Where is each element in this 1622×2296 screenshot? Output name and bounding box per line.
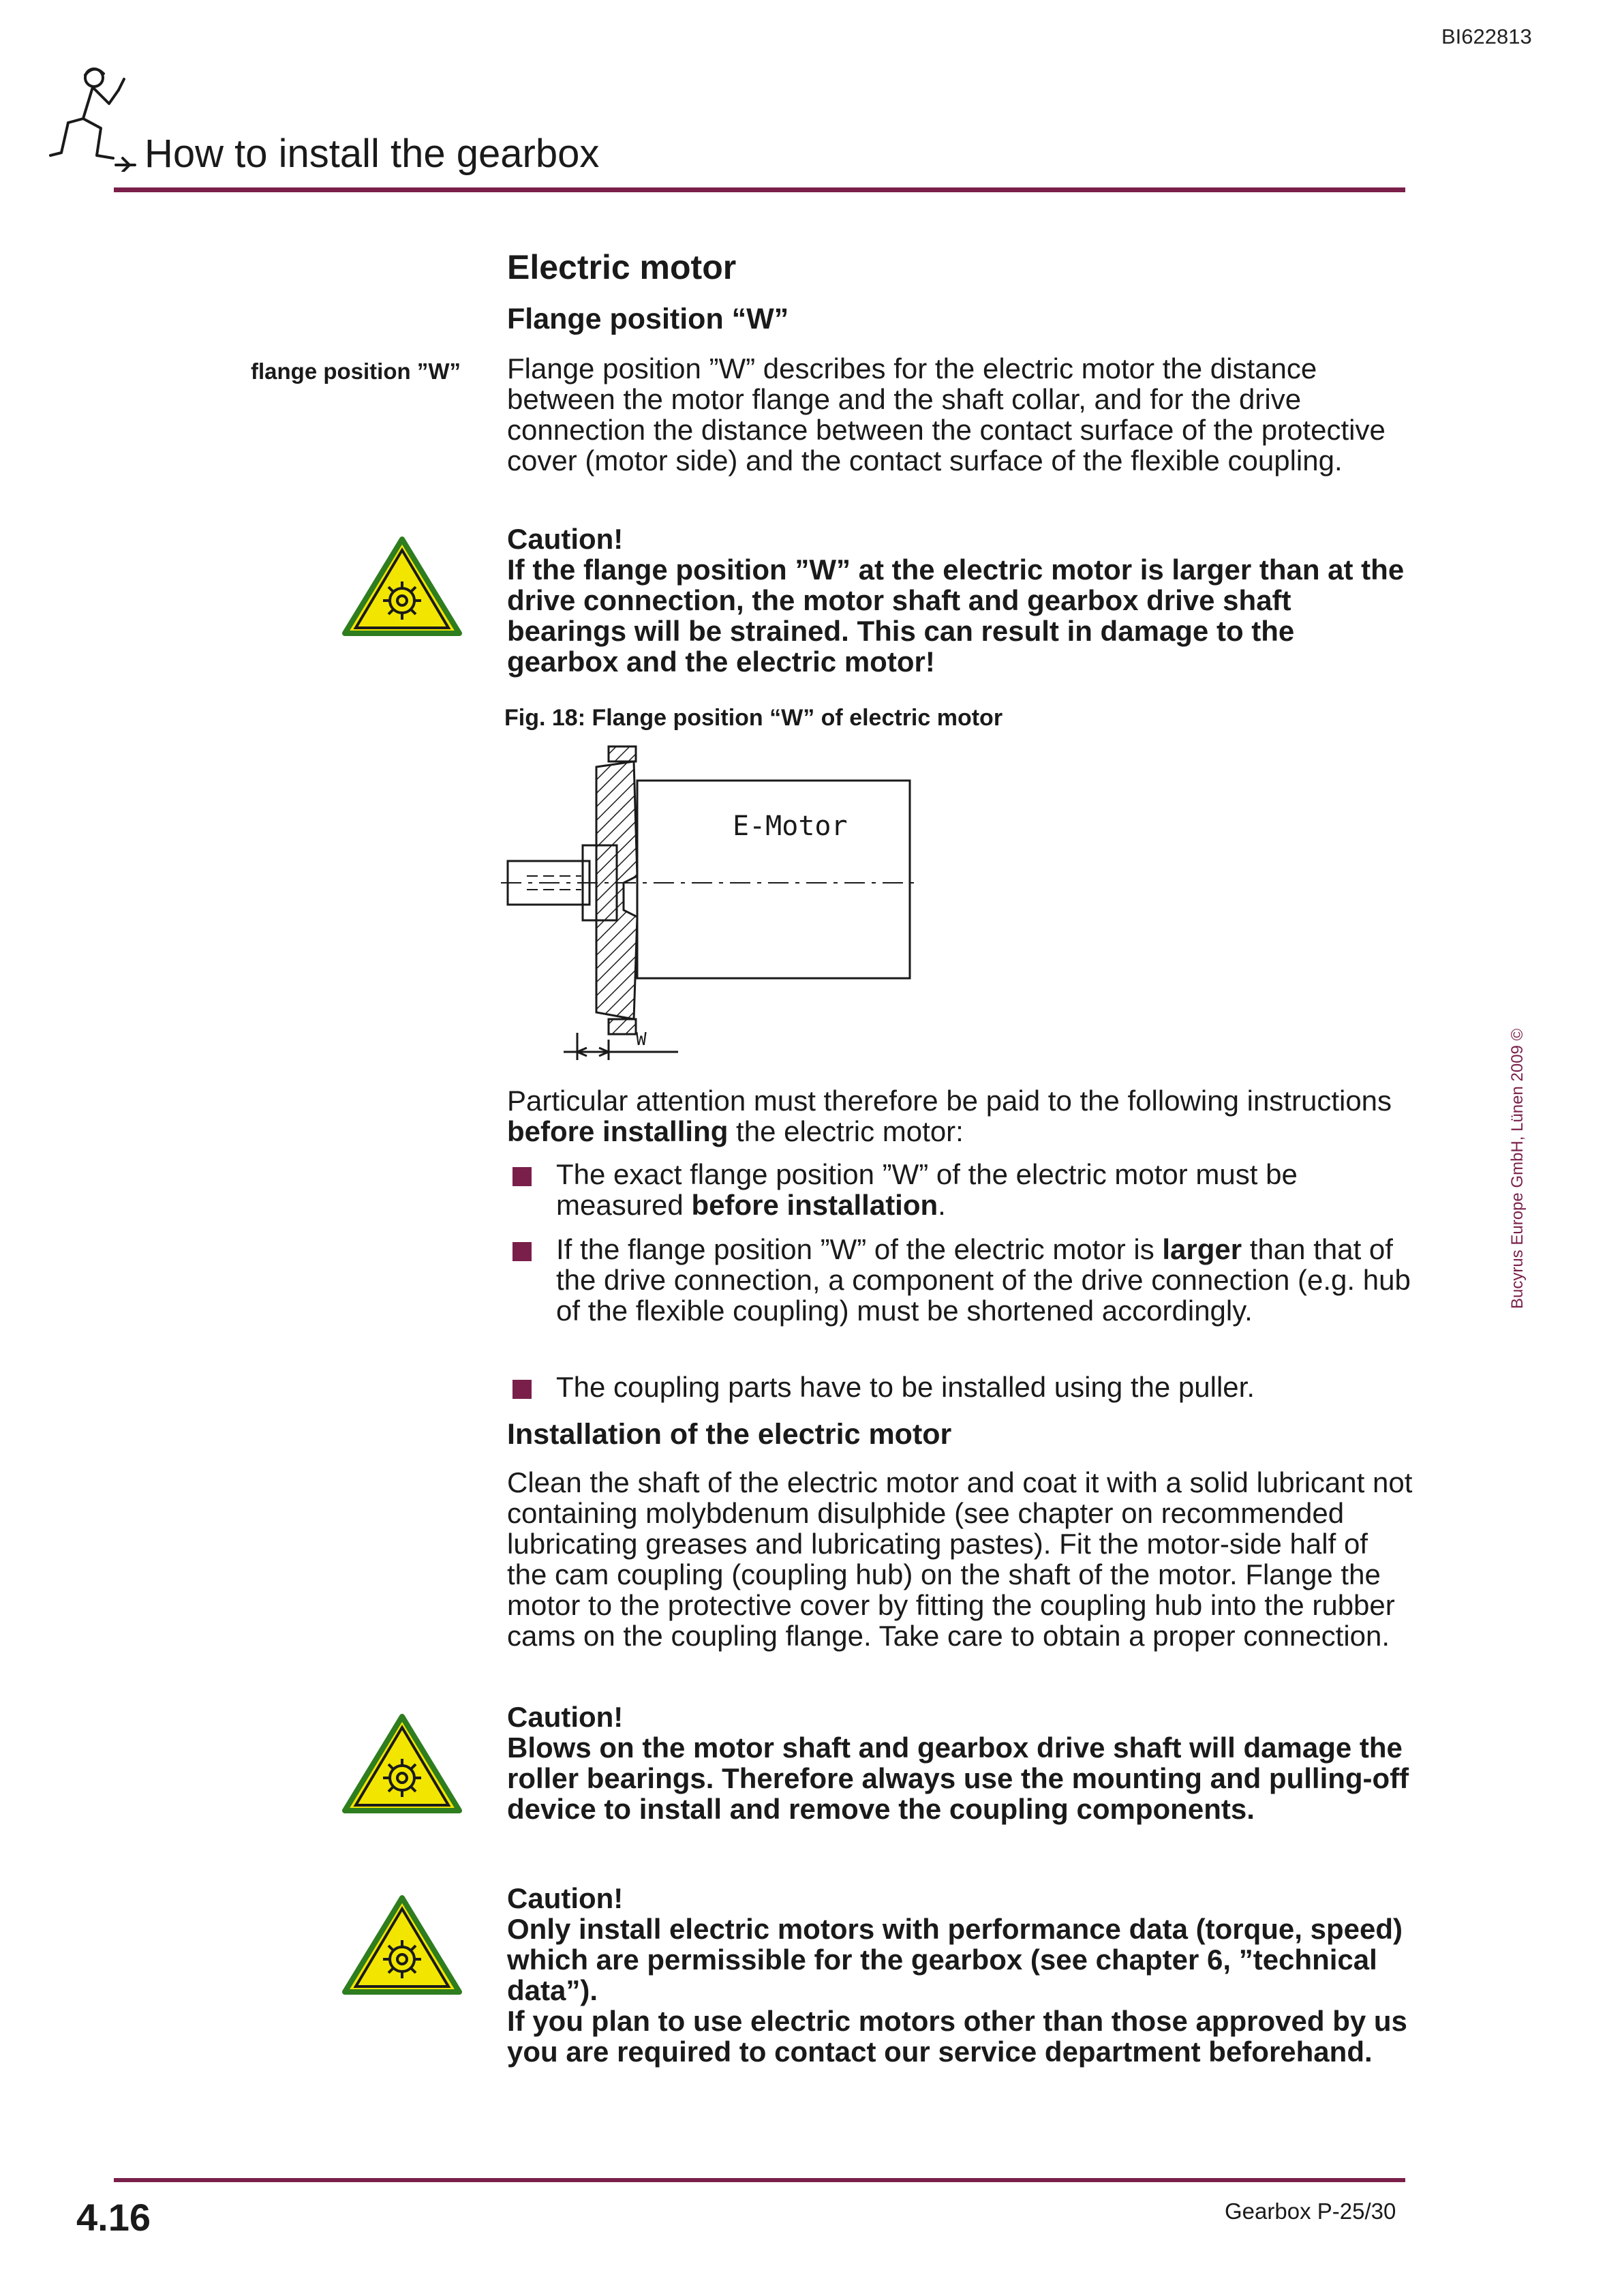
- caution-3-text-1: Only install electric motors with performance data (torque, speed) which are permissible for the gearbox (see chapter 6, ”technical data”).: [507, 1913, 1403, 2006]
- caution-3-text-2: If you plan to use electric motors other than those approved by us you are required to contact our service department beforehand.: [507, 2005, 1407, 2068]
- bullet-marker: [512, 1242, 532, 1261]
- caution-1-text: If the flange position ”W” at the electric motor is larger than at the drive connection, the motor shaft and gearbox drive shaft bearings will be strained. This can result in damage to the gearbox and the electric motor!: [507, 554, 1405, 678]
- footer-rule: [114, 2178, 1405, 2182]
- list-item: The exact flange position ”W” of the electric motor must be measured before installation.: [556, 1158, 1298, 1221]
- document-id: BI622813: [1441, 25, 1532, 48]
- caution-1-title: Caution!: [507, 523, 624, 555]
- caution-2-title: Caution!: [507, 1701, 624, 1733]
- mechanic-icon: [48, 63, 143, 172]
- section-title: Electric motor: [507, 248, 737, 286]
- flange-diagram: [501, 740, 923, 1060]
- margin-label-flange-position: flange position ”W”: [251, 359, 461, 384]
- installation-title: Installation of the electric motor: [507, 1418, 952, 1451]
- list-item: If the flange position ”W” of the electric motor is larger than that of the drive connection, a component of the drive connection (e.g. hub of the flexible coupling) must be shortened accordingly.: [556, 1233, 1411, 1327]
- header-rule: [114, 187, 1405, 192]
- list-item: The coupling parts have to be installed using the puller.: [556, 1371, 1255, 1403]
- page-header-title: How to install the gearbox: [144, 132, 600, 176]
- bullet-marker: [512, 1167, 532, 1186]
- installation-paragraph: Clean the shaft of the electric motor and coat it with a solid lubricant not containing molybdenum disulphide (see chapter on recommended lubricating greases and lubricating pastes). Fit the motor-side half of the cam coupling (coupling hub) on the shaft of the motor. Flange the motor to the protective cover by fitting the coupling hub into the rubber cams on the coupling flange. Take care to obtain a proper connection.: [507, 1466, 1413, 1652]
- footer-title: Gearbox P-25/30: [1225, 2199, 1396, 2224]
- warning-gear-icon: [341, 535, 463, 637]
- warning-gear-icon: [341, 1894, 463, 1996]
- bullet-marker: [512, 1380, 532, 1399]
- figure-caption: Fig. 18: Flange position “W” of electric motor: [504, 705, 1003, 731]
- caution-2-text: Blows on the motor shaft and gearbox drive shaft will damage the roller bearings. Therefore always use the mounting and pulling-off device to install and remove the coupling components.: [507, 1732, 1409, 1825]
- copyright-notice: Bucyrus Europe GmbH, Lünen 2009 ©: [1508, 1028, 1527, 1309]
- motor-label: E-Motor: [733, 811, 848, 842]
- warning-gear-icon: [341, 1712, 463, 1815]
- dimension-w-label: W: [636, 1029, 647, 1050]
- page-number: 4.16: [76, 2196, 151, 2239]
- flange-subtitle: Flange position “W”: [507, 303, 789, 335]
- caution-3-title: Caution!: [507, 1882, 624, 1914]
- attention-paragraph: Particular attention must therefore be paid to the following instructions before installing the electric motor:: [507, 1085, 1392, 1147]
- flange-paragraph: Flange position ”W” describes for the electric motor the distance between the motor flange and the shaft collar, and for the drive connection the distance between the contact surface of the protective cover (motor side) and the contact surface of the flexible coupling.: [507, 352, 1386, 477]
